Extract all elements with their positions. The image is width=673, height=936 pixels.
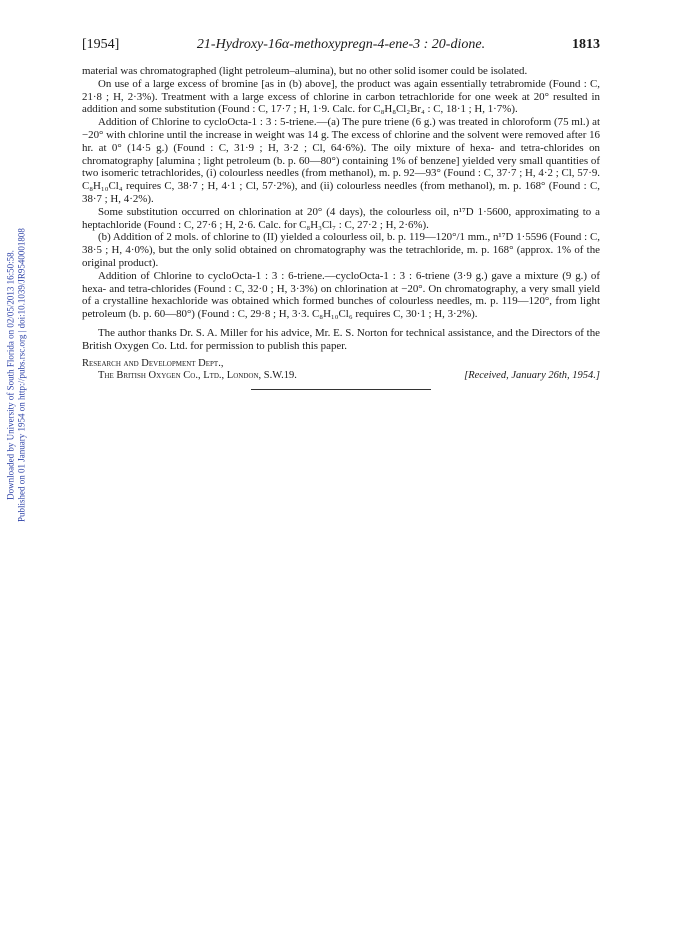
- download-watermark: [4, 150, 28, 600]
- article-body: [82, 65, 600, 390]
- paragraph-chlorine-135-triene: Addition of Chlorine to cycloOcta-1 : 3 : 5-triene.—(a) The pure triene (6 g.) was treated in chloroform (75 ml.) at −20° with chlorine until the increase in weight was 14 g. The excess of chlorine and the solvent were removed after 16 hr. at 0° (14·5 g.) (Found : C, 31·9 ; H, 3·2 ; Cl, 64·6%). The oily mixture of hexa- and tetra-chlorides on chromatography [alumina ; light petroleum (b. p. 60—80°) containing 1% of benzene] yielded very small quantities of two isomeric tetrachlorides, (i) colourless needles (from methanol), m. p. 92—93° (Found : C, 37·7 ; H, 4·2 ; Cl, 57·9. C₈H₁₀Cl₄ requires C, 38·7 ; H, 4·1 ; Cl, 57·2%), and (ii) colourless needles (from methanol), m. p. 168° (Found : C, 38·7 ; H, 4·2%).: [82, 116, 600, 205]
- publication-notice: Published on 01 January 1954 on http://pubs.rsc.org | doi:10.1039/JR9540001808: [16, 228, 27, 522]
- paragraph-substitution: Some substitution occurred on chlorination at 20° (4 days), the colourless oil, n¹⁷D 1·5600, approximating to a heptachloride (Found : C, 27·6 ; H, 2·6. Calc. for C₈H₃Cl₇ : C, 27·2 ; H, 2·6%).: [82, 205, 600, 231]
- paragraph-chlorine-136-triene: Addition of Chlorine to cycloOcta-1 : 3 : 6-triene.—cycloOcta-1 : 3 : 6-triene (3·9 g.) gave a mixture (9 g.) of hexa- and tetra-chlorides (Found : C, 32·0 ; H, 3·3%) on chlorination at −20°. On chromatography, a very small yield of a crystalline hexachloride was obtained which formed bunches of colourless needles, m. p. 119—120°, from light petroleum (b. p. 60—80°) (Found : C, 29·8 ; H, 3·3. C₈H₁₀Cl₆ requires C, 30·1 ; H, 3·2%).: [82, 269, 600, 321]
- header-title: 21-Hydroxy-16α-methoxypregn-4-ene-3 : 20-dione.: [196, 37, 486, 52]
- affiliation-row: [82, 370, 600, 383]
- running-header: [82, 37, 600, 57]
- affiliation-dept: Research and Development Dept.,: [82, 357, 224, 369]
- acknowledgement: The author thanks Dr. S. A. Miller for his advice, Mr. E. S. Norton for technical assistance, and the Directors of the British Oxygen Co. Ltd. for permission to publish this paper.: [82, 326, 600, 352]
- header-year: [1954]: [82, 37, 120, 52]
- paragraph-bromine-excess: On use of a large excess of bromine [as in (b) above], the product was again essentially tetrabromide (Found : C, 21·8 ; H, 2·3%). Treatment with a large excess of chlorine in carbon tetrachloride for one week at 20° resulted in addition and some substitution (Found : C, 17·7 ; H, 1·9. Calc. for C₈H₈Cl₂Br₄ : C, 18·1 ; H, 1·7%).: [82, 77, 600, 116]
- received-date: [Received, January 26th, 1954.]: [464, 370, 600, 382]
- end-rule: [251, 389, 431, 390]
- paragraph-addition-b: (b) Addition of 2 mols. of chlorine to (II) yielded a colourless oil, b. p. 119—120°/1 mm., n¹⁷D 1·5596 (Found : C, 38·5 ; H, 4·0%), but the only solid obtained on chromatography was the tetrachloride, m. p. 168° (approx. 1% of the original product).: [82, 231, 600, 269]
- download-notice: Downloaded by University of South Florida on 02/05/2013 16:50:58.: [5, 250, 16, 500]
- paragraph-continuation: material was chromatographed (light petroleum–alumina), but no other solid isomer could be isolated.: [82, 65, 528, 77]
- affiliation-address: The British Oxygen Co., Ltd., London, S.W.19.: [98, 370, 297, 382]
- page-number: 1813: [572, 37, 600, 52]
